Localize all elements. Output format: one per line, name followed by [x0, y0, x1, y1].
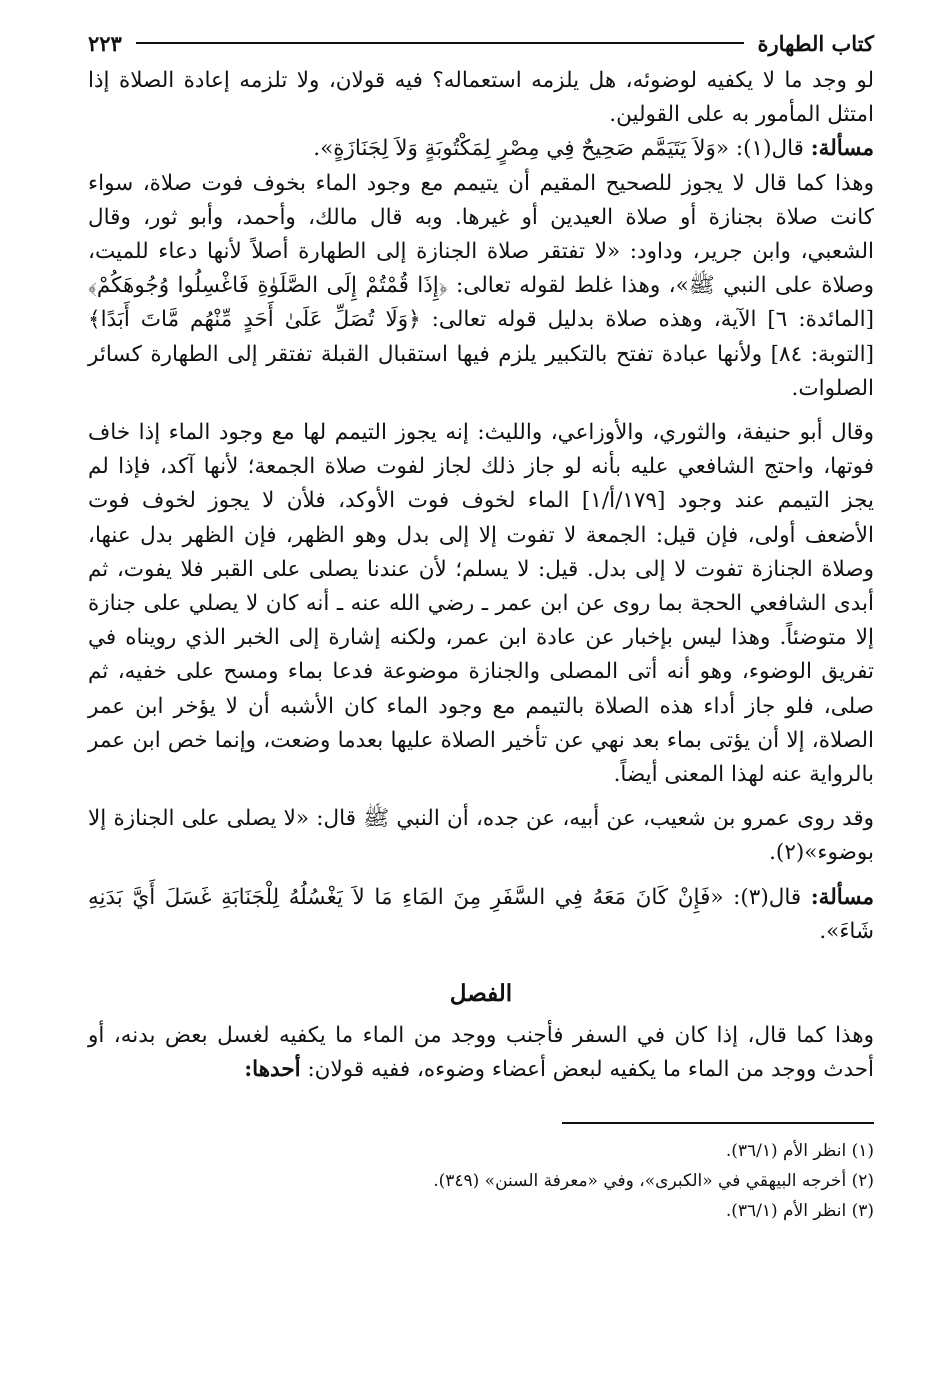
- chapter-title: كتاب الطهارة: [757, 30, 874, 56]
- paragraph: وقال أبو حنيفة، والثوري، والأوزاعي، والليث: إنه يجوز التيمم لها مع وجود الماء إذا خاف فوتها، واحتج الشافعي عليه بأنه لو جاز ذلك لجاز لفوت صلاة الجمعة؛ لأنها آكد، فإذا لم يجز التيمم عند وجود [١٧٩/أ/١] الماء لخوف فوت الأوكد، فلأن لا يجوز لخوف فوت الأضعف أولى، فإن قيل: الجمعة لا تفوت إلا إلى بدل وهو الظهر، فإن الظهر بدل عنها، وصلاة الجنازة تفوت لا إلى بدل. قيل: لا يسلم؛ لأن عندنا يصلى على القبر فلا يفوت، ثم أبدى الشافعي الحجة بما روى عن ابن عمر ـ رضي الله عنه ـ أنه كان لا يصلي على جنازة إلا متوضئاً. وهذا ليس بإخبار عن عادة ابن عمر، ولكنه إشارة إلى الخبر الذي رويناه في تفريق الوضوء، وهو أنه أتى المصلى والجنازة موضوعة فدعا بماء ومسح على خفيه، ثم صلى، فلو جاز أداء هذه الصلاة بالتيمم مع وجود الماء كان الأشبه أن لا يؤخر ابن عمر الصلاة، إلا أن يؤتى بماء بعد نهي عن تأخير الصلاة عليها بعدما وضعت، وإنما خص ابن عمر بالرواية عنه لهذا المعنى أيضاً.: [88, 420, 874, 788]
- paragraph: وقد روى عمرو بن شعيب، عن أبيه، عن جده، أن النبي ﷺ قال: «لا يصلى على الجنازة إلا بوضوء»(٢).: [88, 806, 874, 866]
- spacer: [88, 406, 874, 416]
- issue-label: مسألة:: [810, 884, 875, 910]
- page-number: ٢٢٣: [88, 30, 122, 56]
- footnote: (٣) انظر الأم (٣٦/١).: [725, 1200, 874, 1221]
- issue-text: قال(٣): «فَإِنْ كَانَ مَعَهُ فِي السَّفَرِ مِنَ المَاءِ مَا لاَ يَغْسُلُهُ لِلْجَنَابَةِ غَسَلَ أَيَّ بَدَنِهِ شَاءَ».: [88, 884, 874, 944]
- spacer: [88, 871, 874, 881]
- page-header: [88, 22, 874, 64]
- header-rule: [136, 42, 744, 44]
- book-page: [88, 22, 874, 1226]
- paragraph: وهذا كما قال لا يجوز للصحيح المقيم أن يتيمم مع وجود الماء بخوف فوت صلاة، سواء كانت صلاة بجنازة أو صلاة العيدين أو غيرها. وبه قال مالك، وأحمد، وأبو ثور، وقال الشعبي، وابن جرير، وداود: «لا تفتقر صلاة الجنازة إلى الطهارة أصلاً لأنها دعاء للميت، وصلاة على النبي ﷺ»، وهذا غلط لقوله تعالى: ﴿إِذَا قُمْتُمْ إِلَى الصَّلَوٰةِ فَاغْسِلُوا وُجُوهَكُمْ﴾ [المائدة: ٦] الآية، وهذه صلاة بدليل قوله تعالى: ﴿وَلَا تُصَلِّ عَلَىٰ أَحَدٍ مِّنْهُم مَّاتَ أَبَدًا﴾ [التوبة: ٨٤] ولأنها عبادة تفتح بالتكبير يلزم فيها استقبال القبلة تفتقر إلى الطهارة كسائر الصلوات.: [88, 170, 874, 401]
- issue-paragraph: [88, 132, 874, 166]
- section-bold-end: أحدها:: [244, 1057, 301, 1083]
- paragraph: [88, 1019, 874, 1087]
- main-text: [88, 64, 874, 1088]
- issue-label: مسألة:: [810, 136, 874, 162]
- section-heading: الفصل: [449, 980, 513, 1008]
- paragraph: لو وجد ما لا يكفيه لوضوئه، هل يلزمه استعماله؟ فيه قولان، ولا تلزمه إعادة الصلاة إذا امتثل المأمور به على القولين.: [88, 68, 874, 128]
- footnote-rule: [562, 1122, 874, 1124]
- issue-text: قال(١): «وَلاَ يَتَيَمَّم صَحِيحٌ فِي مِصْرٍ لِمَكْتُوبَةٍ وَلاَ لِجَنَازَةٍ».: [313, 136, 811, 162]
- section-text: وهذا كما قال، إذا كان في السفر فأجنب ووجد من الماء ما يكفيه لغسل بعض بدنه، أو أحدث ووجد من الماء ما يكفيه لبعض أعضاء وضوءه، ففيه قولان:: [88, 1023, 874, 1083]
- footnote: (١) انظر الأم (٣٦/١).: [725, 1140, 874, 1161]
- footnote: (٢) أخرجه البيهقي في «الكبرى»، وفي «معرفة السنن» (٣٤٩).: [433, 1170, 874, 1191]
- issue-paragraph: [88, 881, 874, 949]
- footnotes: [88, 1136, 874, 1226]
- spacer: [88, 792, 874, 802]
